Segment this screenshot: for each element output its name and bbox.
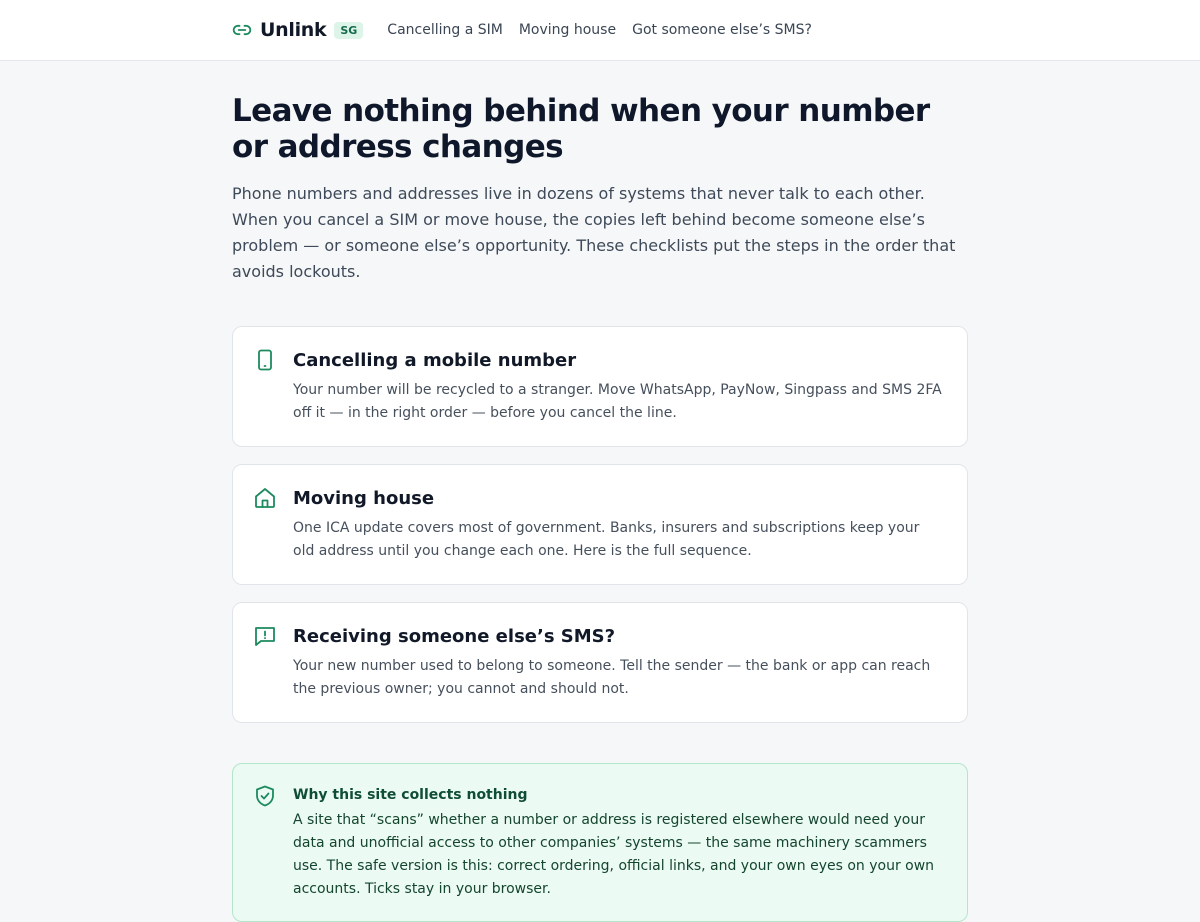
nav-link-moving-house[interactable]: Moving house xyxy=(518,22,617,38)
privacy-notice xyxy=(232,763,968,922)
intro-paragraph: Phone numbers and addresses live in dozens of systems that never talk to each other. When you cancel a SIM or move house, the copies left behind become someone else’s problem — or someone else’s opportunity. These checklists put the steps in the order that avoids lockouts. xyxy=(232,184,956,281)
message-alert-icon xyxy=(253,624,277,648)
header-inner xyxy=(232,0,812,60)
page-title: Leave nothing behind when your number or address changes xyxy=(232,93,930,165)
checklist-cards xyxy=(232,326,968,723)
card-moving-house[interactable] xyxy=(232,464,968,585)
brand-name: Unlink xyxy=(260,19,327,41)
mobile-phone-icon xyxy=(253,348,277,372)
card-description: Your number will be recycled to a stranger. Move WhatsApp, PayNow, Singpass and SMS 2FA off it — in the right order — before you cancel the line. xyxy=(293,382,942,421)
notice-body: A site that “scans” whether a number or address is registered elsewhere would need your data and unofficial access to other companies’ systems — the same machinery scammers use. The safe version is this: correct ordering, official links, and your own eyes on your own accounts. Ticks stay in your browser. xyxy=(293,812,935,897)
card-cancelling-mobile-number[interactable] xyxy=(232,326,968,447)
main-content xyxy=(232,61,968,922)
nav-link-cancelling-sim[interactable]: Cancelling a SIM xyxy=(387,22,503,38)
house-icon xyxy=(253,486,277,510)
card-description: Your new number used to belong to someone. Tell the sender — the bank or app can reach the previous owner; you cannot and should not. xyxy=(293,658,931,697)
card-description: One ICA update covers most of government. Banks, insurers and subscriptions keep your old address until you change each one. Here is the full sequence. xyxy=(293,520,920,559)
notice-title: Why this site collects nothing xyxy=(293,787,528,803)
region-badge: SG xyxy=(334,22,363,39)
shield-check-icon xyxy=(253,784,277,808)
link-icon xyxy=(232,20,252,40)
nav-link-someone-elses-sms[interactable]: Got someone else’s SMS? xyxy=(632,22,812,38)
card-title: Cancelling a mobile number xyxy=(293,350,577,371)
home-logo-link[interactable] xyxy=(232,19,363,41)
main-nav xyxy=(387,22,812,38)
site-header xyxy=(0,0,1200,61)
card-someone-elses-sms[interactable] xyxy=(232,602,968,723)
card-title: Moving house xyxy=(293,488,435,509)
card-title: Receiving someone else’s SMS? xyxy=(293,626,616,647)
